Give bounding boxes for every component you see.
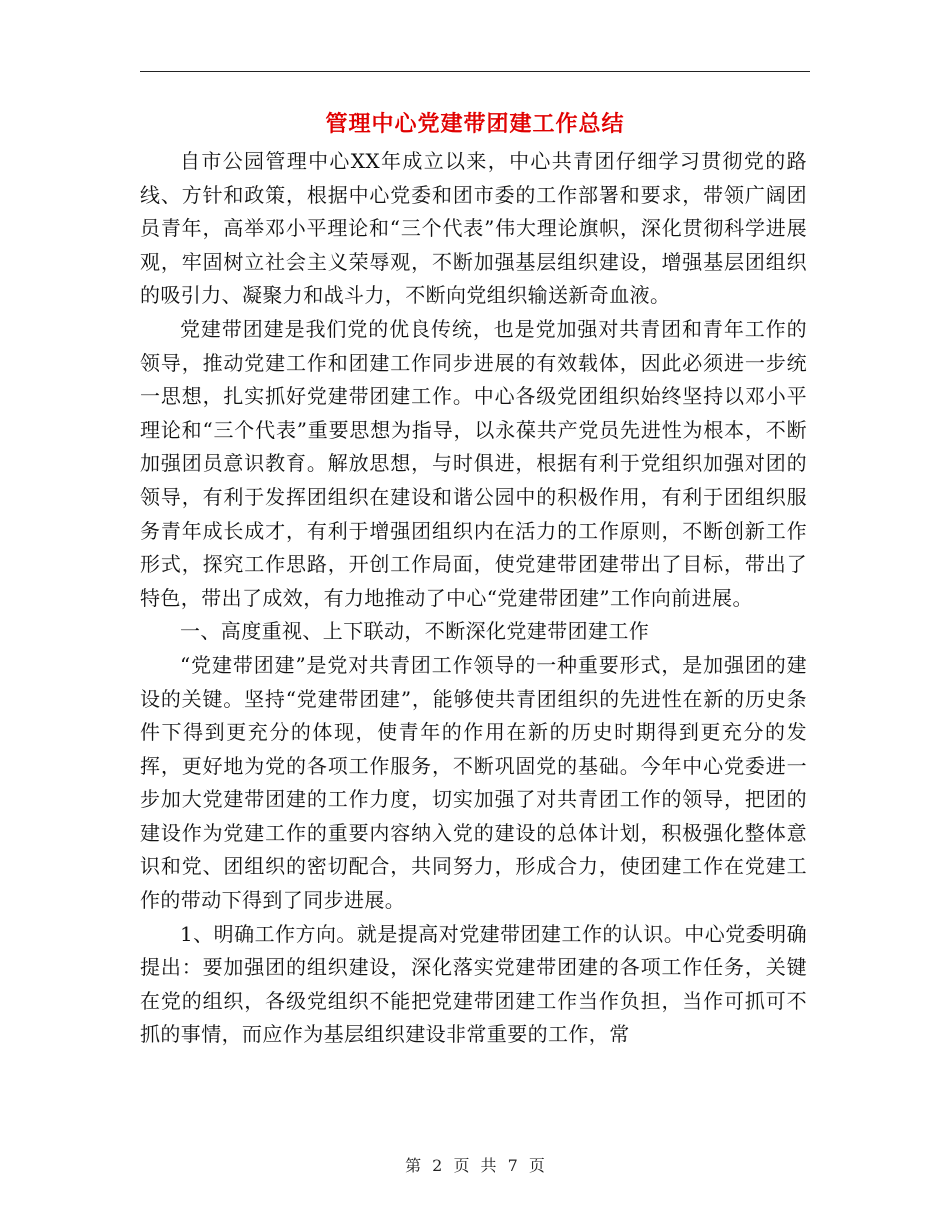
header-rule	[140, 71, 810, 72]
document-body	[140, 145, 807, 1052]
page-number-footer: 第 2 页 共 7 页	[405, 1156, 545, 1175]
paragraph-importance: “党建带团建”是党对共青团工作领导的一种重要形式，是加强团的建设的关键。坚持“党建带团建”，能够使共青团组织的先进性在新的历史条件下得到更充分的体现，使青年的作用在新的历史时期得到更充分的发挥，更好地为党的各项工作服务，不断巩固党的基础。今年中心党委进一步加大党建带团建的工作力度，切实加强了对共青团工作的领导，把团的建设作为党建工作的重要内容纳入党的建设的总体计划，积极强化整体意识和党、团组织的密切配合，共同努力，形成合力，使团建工作在党建工作的带动下得到了同步进展。	[140, 652, 807, 913]
section-heading-1: 一、高度重视、上下联动，不断深化党建带团建工作	[180, 619, 650, 644]
paragraph-work-direction: 1、明确工作方向。就是提高对党建带团建工作的认识。中心党委明确提出：要加强团的组织建设，深化落实党建带团建的各项工作任务，关键在党的组织，各级党组织不能把党建带团建工作当作负担，当作可抓可不抓的事情，而应作为基层组织建设非常重要的工作，常	[140, 921, 807, 1047]
paragraph-tradition: 党建带团建是我们党的优良传统，也是党加强对共青团和青年工作的领导，推动党建工作和团建工作同步进展的有效载体，因此必须进一步统一思想，扎实抓好党建带团建工作。中心各级党团组织始终坚持以邓小平理论和“三个代表”重要思想为指导，以永葆共产党员先进性为根本，不断加强团员意识教育。解放思想，与时俱进，根据有利于党组织加强对团的领导，有利于发挥团组织在建设和谐公园中的积极作用，有利于团组织服务青年成长成才，有利于增强团组织内在活力的工作原则，不断创新工作形式，探究工作思路，开创工作局面，使党建带团建带出了目标，带出了特色，带出了成效，有力地推动了中心“党建带团建”工作向前进展。	[140, 316, 807, 610]
paragraph-intro: 自市公园管理中心XX年成立以来，中心共青团仔细学习贯彻党的路线、方针和政策，根据中心党委和团市委的工作部署和要求，带领广阔团员青年，高举邓小平理论和“三个代表”伟大理论旗帜，深化贯彻科学进展观，牢固树立社会主义荣辱观，不断加强基层组织建设，增强基层团组织的吸引力、凝聚力和战斗力，不断向党组织输送新奇血液。	[140, 149, 807, 308]
document-title: 管理中心党建带团建工作总结	[325, 112, 625, 137]
